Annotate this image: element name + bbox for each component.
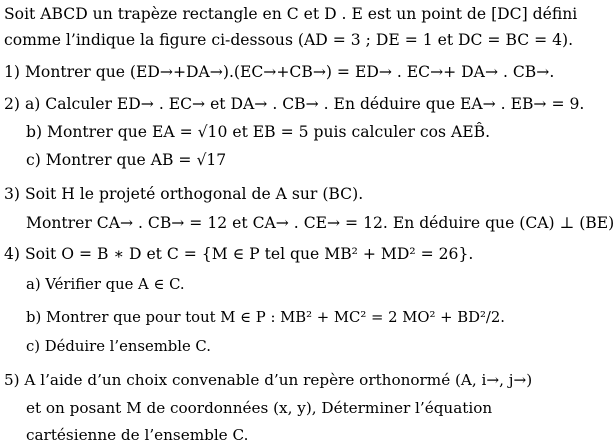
question-4c: c) Déduire l’ensemble C. bbox=[26, 338, 211, 355]
question-2b: b) Montrer que EA = √10 et EB = 5 puis calculer cos AEB̂. bbox=[26, 123, 491, 141]
question-2c: c) Montrer que AB = √17 bbox=[26, 151, 227, 169]
question-4a: a) Vérifier que A ∈ C. bbox=[26, 276, 185, 293]
question-4: 4) Soit O = B ∗ D et C = {M ∈ P tel que MB² + MD² = 26}. bbox=[4, 245, 474, 263]
question-5: 5) A l’aide d’un choix convenable d’un repère orthonormé (A, i→, j→) bbox=[4, 371, 533, 389]
question-2a: 2) a) Calculer ED→ . EC→ et DA→ . CB→ . En déduire que EA→ . EB→ = 9. bbox=[4, 95, 585, 113]
intro-line-1: Soit ABCD un trapèze rectangle en C et D . E est un point de [DC] défini bbox=[4, 5, 578, 23]
question-5-line-2: et on posant M de coordonnées (x, y), Déterminer l’équation bbox=[26, 399, 493, 417]
question-4b: b) Montrer que pour tout M ∈ P : MB² + MC² = 2 MO² + BD²/2. bbox=[26, 309, 506, 326]
question-3: 3) Soit H le projeté orthogonal de A sur (BC). bbox=[4, 185, 364, 203]
question-1: 1) Montrer que (ED→+DA→).(EC→+CB→) = ED→ . EC→+ DA→ . CB→. bbox=[4, 63, 555, 81]
question-5-line-3: cartésienne de l’ensemble C. bbox=[26, 426, 249, 444]
intro-line-2: comme l’indique la figure ci-dessous (AD = 3 ; DE = 1 et DC = BC = 4). bbox=[4, 31, 574, 49]
question-3-detail: Montrer CA→ . CB→ = 12 et CA→ . CE→ = 12. En déduire que (CA) ⊥ (BE) bbox=[26, 214, 614, 232]
